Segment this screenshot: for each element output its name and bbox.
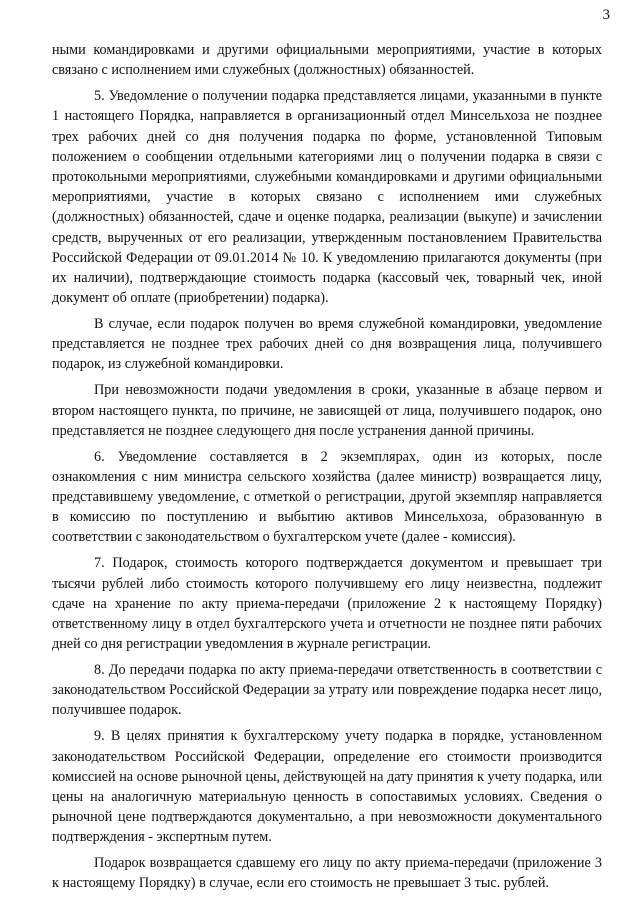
page-number: 3 <box>602 7 610 23</box>
paragraph-return: Подарок возвращается сдавшему его лицу по акту приема-передачи (приложение 3 к настоящему Порядку) в случае, если его стоимость не превышает 3 тыс. рублей. <box>52 855 602 892</box>
paragraph-impossibility: При невозможности подачи уведомления в сроки, указанные в абзаце первом и втором настоящего пункта, по причине, не зависящей от лица, получившего подарок, оно представляется не позднее следующего дня после устранения данной причины. <box>52 382 602 439</box>
paragraph-continuation: ными командировками и другими официальными мероприятиями, участие в которых связано с исполнением ими служебных (должностных) обязанностей. <box>52 42 602 79</box>
paragraph-item-8: 8. До передачи подарка по акту приема-передачи ответственность в соответствии с законодательством Российской Федерации за утрату или повреждение подарка несет лицо, получившее подарок. <box>52 662 602 719</box>
document-body <box>52 40 602 899</box>
paragraph-item-9: 9. В целях принятия к бухгалтерскому учету подарка в порядке, установленном законодательством Российской Федерации, определение его стоимости производится комиссией на основе рыночной цены, действующей на дату принятия к учету подарка, или цены на аналогичную материальную ценность в сопоставимых условиях. Сведения о рыночной цене подтверждаются документально, а при невозможности документального подтверждения - экспертным путем. <box>52 728 602 846</box>
paragraph-item-5: 5. Уведомление о получении подарка представляется лицами, указанными в пункте 1 настоящего Порядка, направляется в организационный отдел Минсельхоза не позднее трех рабочих дней со дня получения подарка по форме, установленной Типовым положением о сообщении отдельными категориями лиц о получении подарка в связи с протокольными мероприятиями, служебными командировками и другими официальными мероприятиями, участие в которых связано с исполнением ими служебных (должностных) обязанностей, сдаче и оценке подарка, реализации (выкупе) и зачислении средств, вырученных от его реализации, утвержденным постановлением Правительства Российской Федерации от 09.01.2014 № 10. К уведомлению прилагаются документы (при их наличии), подтверждающие стоимость подарка (кассовый чек, товарный чек, иной документ об оплате (приобретении) подарка). <box>52 88 602 307</box>
paragraph-item-6: 6. Уведомление составляется в 2 экземплярах, один из которых, после ознакомления с ним министра сельского хозяйства (далее министр) возвращается лицу, представившему уведомление, с отметкой о регистрации, другой экземпляр направляется в комиссию по поступлению и выбытию активов Минсельхоза, образованную в соответствии с законодательством о бухгалтерском учете (далее - комиссия). <box>52 448 602 546</box>
paragraph-item-7: 7. Подарок, стоимость которого подтверждается документом и превышает три тысячи рублей либо стоимость которого получившему его лицу неизвестна, подлежит сдаче на хранение по акту приема-передачи (приложение 2 к настоящему Порядку) ответственному лицу в отдел бухгалтерского учета и отчетности не позднее пяти рабочих дней со дня регистрации уведомления в журнале регистрации. <box>52 555 602 653</box>
paragraph-business-trip: В случае, если подарок получен во время служебной командировки, уведомление представляется не позднее трех рабочих дней со дня возвращения лица, получившего подарок, из служебной командировки. <box>52 316 602 373</box>
